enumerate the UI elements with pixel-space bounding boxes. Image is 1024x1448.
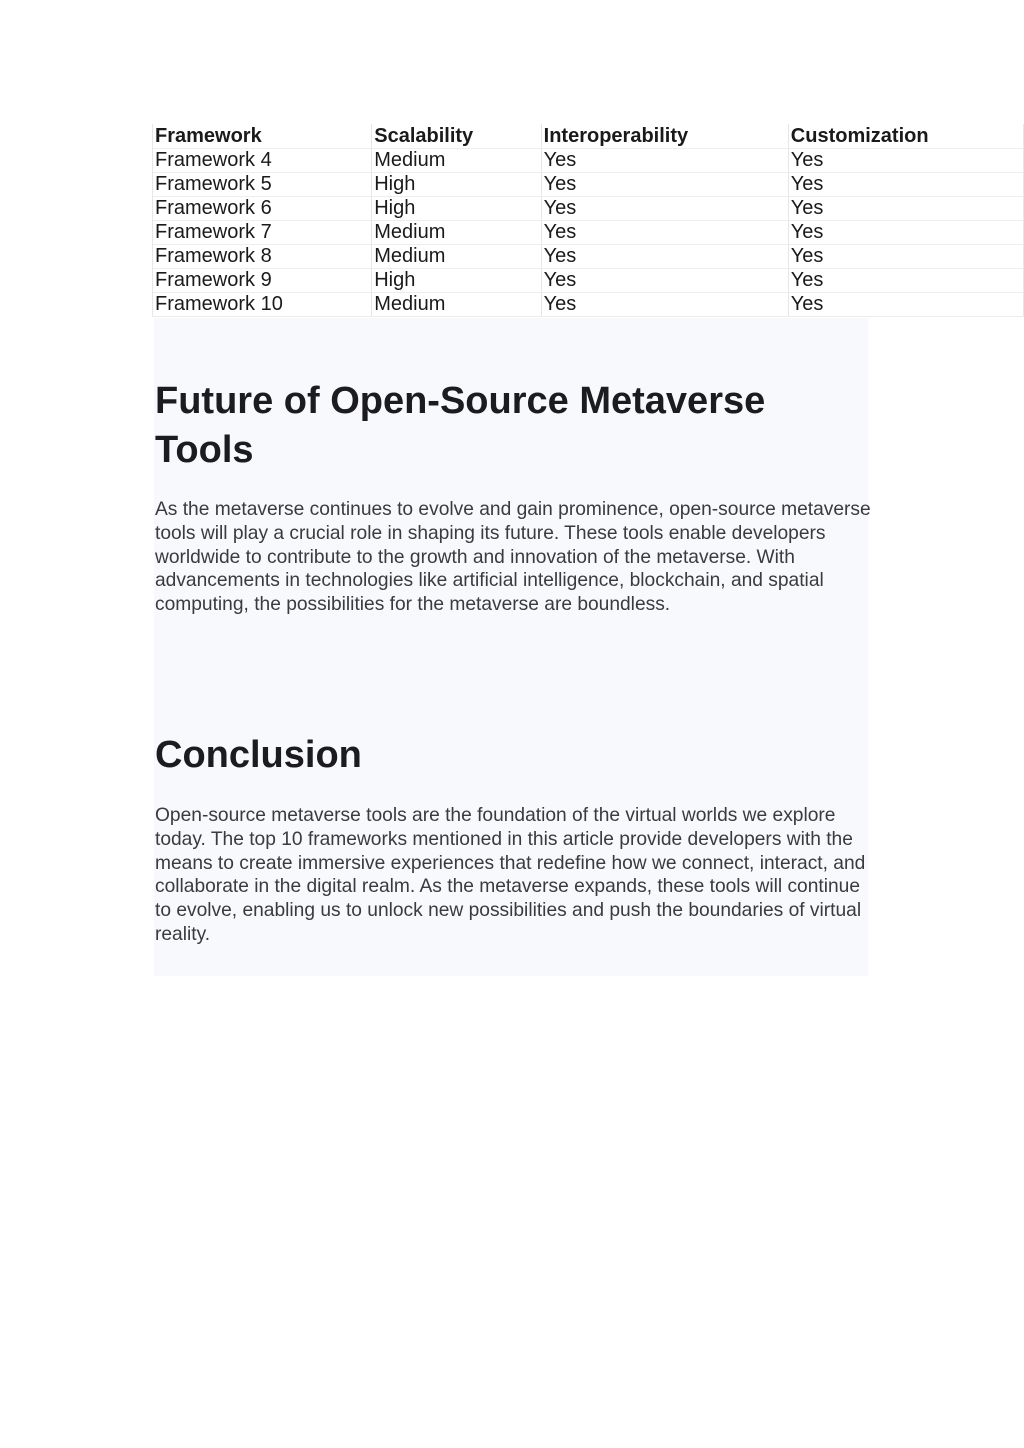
header-customization: Customization [788,124,1023,149]
cell-customization: Yes [788,197,1023,221]
table-row [153,221,1024,245]
cell-customization: Yes [788,173,1023,197]
cell-scalability: High [372,173,541,197]
framework-comparison-table [152,124,1024,317]
cell-scalability: Medium [372,245,541,269]
table-row [153,269,1024,293]
conclusion-section-heading: Conclusion [155,734,362,776]
cell-interoperability: Yes [541,245,788,269]
table-row [153,293,1024,317]
cell-customization: Yes [788,221,1023,245]
future-section-heading: Future of Open-Source Metaverse Tools [155,380,766,471]
cell-framework: Framework 9 [153,269,372,293]
cell-framework: Framework 4 [153,149,372,173]
cell-scalability: Medium [372,221,541,245]
future-section-paragraph: As the metaverse continues to evolve and gain prominence, open-source metaverse tools will play a crucial role in shaping its future. These tools enable developers worldwide to contribute to the growth and innovation of the metaverse. With advancements in technologies like artificial intelligence, blockchain, and spatial computing, the possibilities for the metaverse are boundless. [155,499,871,616]
table-header-row [153,124,1024,149]
cell-customization: Yes [788,269,1023,293]
cell-customization: Yes [788,293,1023,317]
cell-framework: Framework 10 [153,293,372,317]
cell-customization: Yes [788,245,1023,269]
header-interoperability: Interoperability [541,124,788,149]
cell-customization: Yes [788,149,1023,173]
cell-framework: Framework 8 [153,245,372,269]
cell-interoperability: Yes [541,221,788,245]
cell-framework: Framework 6 [153,197,372,221]
cell-framework: Framework 5 [153,173,372,197]
table-row [153,197,1024,221]
cell-scalability: Medium [372,293,541,317]
table-row [153,149,1024,173]
cell-interoperability: Yes [541,149,788,173]
cell-interoperability: Yes [541,293,788,317]
cell-scalability: High [372,269,541,293]
cell-framework: Framework 7 [153,221,372,245]
cell-interoperability: Yes [541,173,788,197]
cell-scalability: High [372,197,541,221]
cell-scalability: Medium [372,149,541,173]
header-scalability: Scalability [372,124,541,149]
conclusion-section-paragraph: Open-source metaverse tools are the foundation of the virtual worlds we explore today. The top 10 frameworks mentioned in this article provide developers with the means to create immersive experiences that redefine how we connect, interact, and collaborate in the digital realm. As the metaverse expands, these tools will continue to evolve, enabling us to unlock new possibilities and push the boundaries of virtual reality. [155,805,866,945]
table-row [153,173,1024,197]
table-row [153,245,1024,269]
cell-interoperability: Yes [541,197,788,221]
cell-interoperability: Yes [541,269,788,293]
header-framework: Framework [153,124,372,149]
